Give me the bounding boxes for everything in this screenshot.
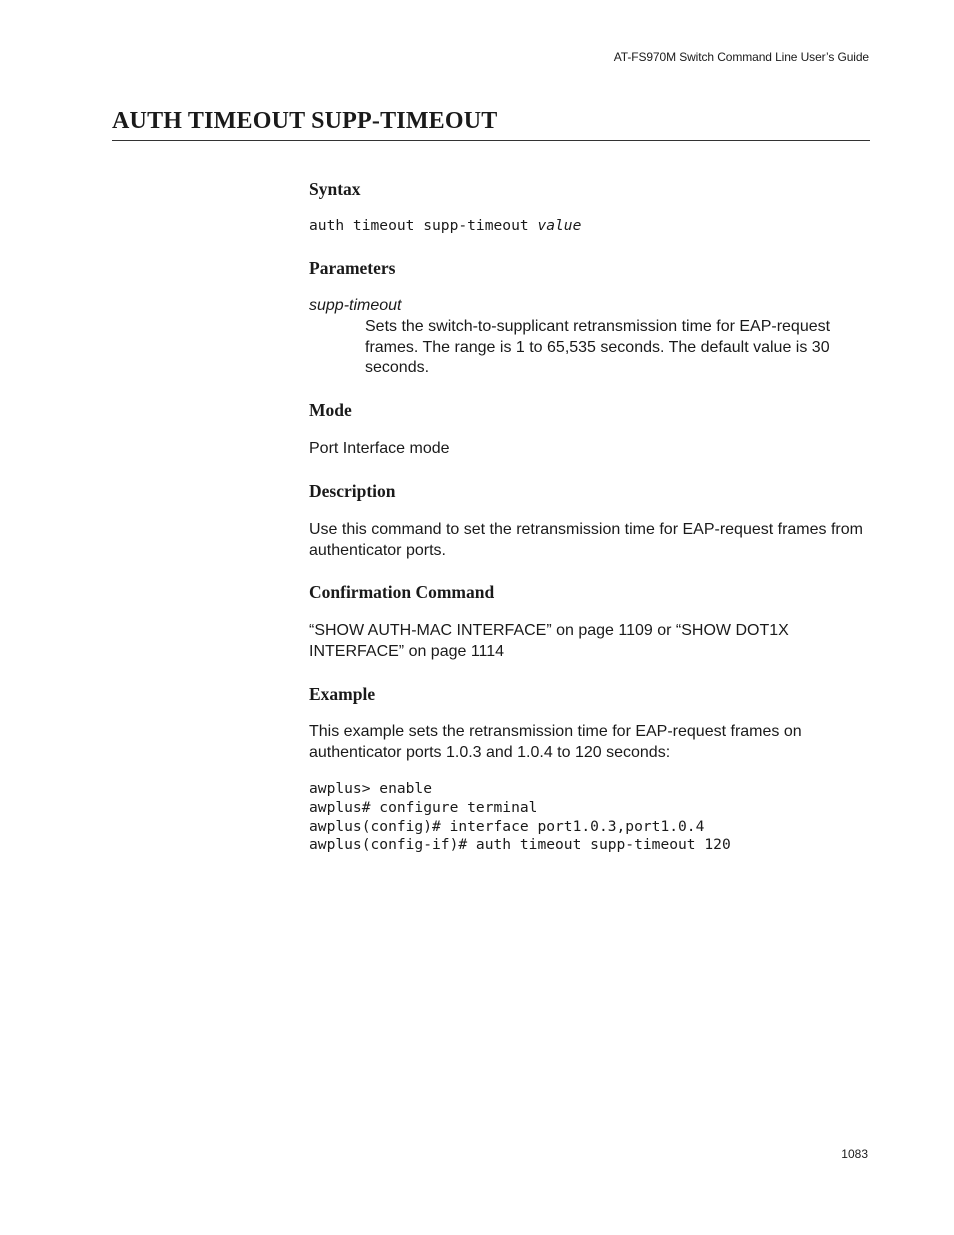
running-header: AT-FS970M Switch Command Line User’s Guide (613, 50, 869, 64)
code-line: awplus# configure terminal (309, 798, 538, 816)
example-text: This example sets the retransmission time for EAP-request frames on authenticator ports 1.0.3 and 1.0.4 to 120 seconds: (309, 723, 802, 761)
title-rule (112, 140, 870, 141)
description-heading: Description (309, 481, 396, 501)
parameters-heading: Parameters (309, 258, 396, 278)
mode-heading: Mode (309, 400, 352, 420)
parameter-name: supp-timeout (309, 297, 402, 314)
syntax-command (309, 217, 581, 236)
example-heading: Example (309, 684, 376, 704)
parameter-description: Sets the switch-to-supplicant retransmission time for EAP-request frames. The range is 1 to 65,535 seconds. The default value is 30 seconds. (365, 318, 831, 376)
syntax-heading: Syntax (309, 179, 361, 199)
description-text: Use this command to set the retransmission time for EAP-request frames from authenticator ports. (309, 521, 863, 559)
confirmation-text: “SHOW AUTH-MAC INTERFACE” on page 1109 or “SHOW DOT1X INTERFACE” on page 1114 (309, 622, 789, 660)
syntax-command-text: auth timeout supp-timeout (309, 217, 538, 234)
mode-text: Port Interface mode (309, 440, 450, 457)
code-line: awplus> enable (309, 780, 433, 797)
confirmation-heading: Confirmation Command (309, 582, 495, 602)
page-title: AUTH TIMEOUT SUPP-TIMEOUT (112, 108, 498, 134)
page-number: 1083 (841, 1147, 868, 1161)
code-line: awplus(config)# interface port1.0.3,port1.0.4 (309, 817, 705, 835)
syntax-argument: value (537, 217, 582, 234)
code-block (309, 780, 731, 855)
code-line: awplus(config-if)# auth timeout supp-timeout 120 (309, 836, 731, 854)
